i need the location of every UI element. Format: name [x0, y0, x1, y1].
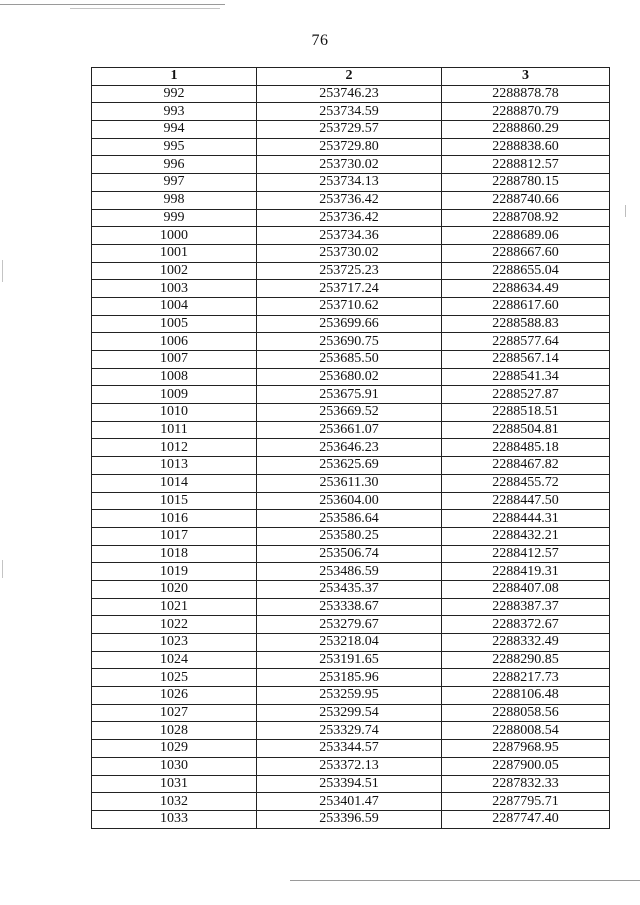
- point-number-cell: 992: [92, 85, 257, 103]
- table-row: [92, 227, 610, 245]
- y-coordinate-cell: 2288444.31: [442, 510, 610, 528]
- table-row: [92, 793, 610, 811]
- table-row: [92, 474, 610, 492]
- table-row: [92, 704, 610, 722]
- y-coordinate-cell: 2288387.37: [442, 598, 610, 616]
- point-number-cell: 1016: [92, 510, 257, 528]
- x-coordinate-cell: 253669.52: [257, 404, 442, 422]
- x-coordinate-cell: 253734.13: [257, 174, 442, 192]
- table-row: [92, 598, 610, 616]
- scan-margin-mark-left: [2, 260, 3, 282]
- y-coordinate-cell: 2287900.05: [442, 757, 610, 775]
- table-row: [92, 563, 610, 581]
- x-coordinate-cell: 253625.69: [257, 457, 442, 475]
- x-coordinate-cell: 253259.95: [257, 687, 442, 705]
- page-number: 76: [311, 32, 329, 49]
- table-row: [92, 174, 610, 192]
- table-header: [92, 68, 610, 86]
- scan-border-line-bottom: [290, 880, 640, 881]
- x-coordinate-cell: 253604.00: [257, 492, 442, 510]
- x-coordinate-cell: 253736.42: [257, 209, 442, 227]
- y-coordinate-cell: 2288812.57: [442, 156, 610, 174]
- y-coordinate-cell: 2288634.49: [442, 280, 610, 298]
- y-coordinate-cell: 2288419.31: [442, 563, 610, 581]
- scan-margin-mark-right: [625, 205, 626, 217]
- x-coordinate-cell: 253725.23: [257, 262, 442, 280]
- point-number-cell: 1028: [92, 722, 257, 740]
- point-number-cell: 1012: [92, 439, 257, 457]
- point-number-cell: 1021: [92, 598, 257, 616]
- point-number-cell: 1008: [92, 368, 257, 386]
- y-coordinate-cell: 2288058.56: [442, 704, 610, 722]
- point-number-cell: 1013: [92, 457, 257, 475]
- point-number-cell: 1005: [92, 315, 257, 333]
- table-row: [92, 421, 610, 439]
- y-coordinate-cell: 2288588.83: [442, 315, 610, 333]
- table-row: [92, 297, 610, 315]
- table-row: [92, 634, 610, 652]
- table-row: [92, 669, 610, 687]
- table-row: [92, 580, 610, 598]
- table-row: [92, 722, 610, 740]
- y-coordinate-cell: 2288541.34: [442, 368, 610, 386]
- y-coordinate-cell: 2288689.06: [442, 227, 610, 245]
- x-coordinate-cell: 253435.37: [257, 580, 442, 598]
- x-coordinate-cell: 253506.74: [257, 545, 442, 563]
- y-coordinate-cell: 2288485.18: [442, 439, 610, 457]
- y-coordinate-cell: 2288447.50: [442, 492, 610, 510]
- point-number-cell: 1017: [92, 527, 257, 545]
- y-coordinate-cell: 2288577.64: [442, 333, 610, 351]
- x-coordinate-cell: 253611.30: [257, 474, 442, 492]
- table-row: [92, 156, 610, 174]
- x-coordinate-cell: 253734.59: [257, 103, 442, 121]
- y-coordinate-cell: 2288878.78: [442, 85, 610, 103]
- column-header-3: 3: [442, 68, 610, 86]
- point-number-cell: 1031: [92, 775, 257, 793]
- x-coordinate-cell: 253396.59: [257, 810, 442, 828]
- point-number-cell: 1015: [92, 492, 257, 510]
- x-coordinate-cell: 253185.96: [257, 669, 442, 687]
- table-row: [92, 545, 610, 563]
- table-row: [92, 810, 610, 828]
- scan-border-line-top-faint: [70, 8, 220, 9]
- y-coordinate-cell: 2288504.81: [442, 421, 610, 439]
- table-row: [92, 103, 610, 121]
- y-coordinate-cell: 2288217.73: [442, 669, 610, 687]
- y-coordinate-cell: 2288412.57: [442, 545, 610, 563]
- x-coordinate-cell: 253338.67: [257, 598, 442, 616]
- table-row: [92, 351, 610, 369]
- point-number-cell: 999: [92, 209, 257, 227]
- point-number-cell: 1018: [92, 545, 257, 563]
- x-coordinate-cell: 253394.51: [257, 775, 442, 793]
- y-coordinate-cell: 2288008.54: [442, 722, 610, 740]
- point-number-cell: 1033: [92, 810, 257, 828]
- y-coordinate-cell: 2288332.49: [442, 634, 610, 652]
- y-coordinate-cell: 2288106.48: [442, 687, 610, 705]
- point-number-cell: 1027: [92, 704, 257, 722]
- y-coordinate-cell: 2288372.67: [442, 616, 610, 634]
- x-coordinate-cell: 253299.54: [257, 704, 442, 722]
- x-coordinate-cell: 253734.36: [257, 227, 442, 245]
- point-number-cell: 1006: [92, 333, 257, 351]
- table-row: [92, 191, 610, 209]
- x-coordinate-cell: 253586.64: [257, 510, 442, 528]
- x-coordinate-cell: 253710.62: [257, 297, 442, 315]
- x-coordinate-cell: 253729.80: [257, 138, 442, 156]
- x-coordinate-cell: 253279.67: [257, 616, 442, 634]
- x-coordinate-cell: 253729.57: [257, 121, 442, 139]
- x-coordinate-cell: 253736.42: [257, 191, 442, 209]
- column-header-1: 1: [92, 68, 257, 86]
- point-number-cell: 1026: [92, 687, 257, 705]
- y-coordinate-cell: 2288838.60: [442, 138, 610, 156]
- table-row: [92, 740, 610, 758]
- x-coordinate-cell: 253717.24: [257, 280, 442, 298]
- table-row: [92, 404, 610, 422]
- point-number-cell: 1004: [92, 297, 257, 315]
- table-row: [92, 209, 610, 227]
- table-row: [92, 687, 610, 705]
- table-row: [92, 121, 610, 139]
- x-coordinate-cell: 253730.02: [257, 244, 442, 262]
- point-number-cell: 1010: [92, 404, 257, 422]
- point-number-cell: 1025: [92, 669, 257, 687]
- table-row: [92, 775, 610, 793]
- x-coordinate-cell: 253646.23: [257, 439, 442, 457]
- y-coordinate-cell: 2288870.79: [442, 103, 610, 121]
- column-header-2: 2: [257, 68, 442, 86]
- x-coordinate-cell: 253372.13: [257, 757, 442, 775]
- point-number-cell: 1003: [92, 280, 257, 298]
- table-row: [92, 262, 610, 280]
- x-coordinate-cell: 253690.75: [257, 333, 442, 351]
- table-row: [92, 757, 610, 775]
- point-number-cell: 997: [92, 174, 257, 192]
- table-row: [92, 439, 610, 457]
- x-coordinate-cell: 253580.25: [257, 527, 442, 545]
- point-number-cell: 1020: [92, 580, 257, 598]
- x-coordinate-cell: 253699.66: [257, 315, 442, 333]
- coordinates-table: [91, 67, 610, 829]
- x-coordinate-cell: 253661.07: [257, 421, 442, 439]
- x-coordinate-cell: 253329.74: [257, 722, 442, 740]
- table-row: [92, 315, 610, 333]
- point-number-cell: 1007: [92, 351, 257, 369]
- point-number-cell: 1023: [92, 634, 257, 652]
- y-coordinate-cell: 2288860.29: [442, 121, 610, 139]
- table-row: [92, 368, 610, 386]
- point-number-cell: 995: [92, 138, 257, 156]
- table-row: [92, 244, 610, 262]
- y-coordinate-cell: 2287968.95: [442, 740, 610, 758]
- y-coordinate-cell: 2288617.60: [442, 297, 610, 315]
- y-coordinate-cell: 2288407.08: [442, 580, 610, 598]
- x-coordinate-cell: 253730.02: [257, 156, 442, 174]
- x-coordinate-cell: 253680.02: [257, 368, 442, 386]
- table-row: [92, 527, 610, 545]
- x-coordinate-cell: 253486.59: [257, 563, 442, 581]
- y-coordinate-cell: 2288740.66: [442, 191, 610, 209]
- x-coordinate-cell: 253675.91: [257, 386, 442, 404]
- x-coordinate-cell: 253685.50: [257, 351, 442, 369]
- x-coordinate-cell: 253401.47: [257, 793, 442, 811]
- table-row: [92, 510, 610, 528]
- point-number-cell: 993: [92, 103, 257, 121]
- point-number-cell: 1032: [92, 793, 257, 811]
- table-row: [92, 386, 610, 404]
- scan-margin-mark-left-lower: [2, 560, 3, 578]
- point-number-cell: 1024: [92, 651, 257, 669]
- table-header-row: [92, 68, 610, 86]
- table-row: [92, 616, 610, 634]
- point-number-cell: 1000: [92, 227, 257, 245]
- point-number-cell: 1019: [92, 563, 257, 581]
- x-coordinate-cell: 253218.04: [257, 634, 442, 652]
- y-coordinate-cell: 2288290.85: [442, 651, 610, 669]
- table-body: [92, 85, 610, 828]
- y-coordinate-cell: 2288527.87: [442, 386, 610, 404]
- scan-border-line-top: [0, 4, 225, 5]
- y-coordinate-cell: 2288667.60: [442, 244, 610, 262]
- point-number-cell: 1009: [92, 386, 257, 404]
- point-number-cell: 1011: [92, 421, 257, 439]
- y-coordinate-cell: 2288455.72: [442, 474, 610, 492]
- point-number-cell: 998: [92, 191, 257, 209]
- point-number-cell: 1014: [92, 474, 257, 492]
- x-coordinate-cell: 253746.23: [257, 85, 442, 103]
- y-coordinate-cell: 2288708.92: [442, 209, 610, 227]
- y-coordinate-cell: 2287795.71: [442, 793, 610, 811]
- y-coordinate-cell: 2288518.51: [442, 404, 610, 422]
- point-number-cell: 1030: [92, 757, 257, 775]
- x-coordinate-cell: 253344.57: [257, 740, 442, 758]
- point-number-cell: 994: [92, 121, 257, 139]
- point-number-cell: 1001: [92, 244, 257, 262]
- table-row: [92, 85, 610, 103]
- point-number-cell: 1002: [92, 262, 257, 280]
- table-row: [92, 333, 610, 351]
- y-coordinate-cell: 2288567.14: [442, 351, 610, 369]
- table-row: [92, 138, 610, 156]
- table-row: [92, 280, 610, 298]
- x-coordinate-cell: 253191.65: [257, 651, 442, 669]
- y-coordinate-cell: 2287832.33: [442, 775, 610, 793]
- y-coordinate-cell: 2287747.40: [442, 810, 610, 828]
- y-coordinate-cell: 2288655.04: [442, 262, 610, 280]
- table-row: [92, 457, 610, 475]
- y-coordinate-cell: 2288467.82: [442, 457, 610, 475]
- y-coordinate-cell: 2288432.21: [442, 527, 610, 545]
- table-row: [92, 651, 610, 669]
- table-row: [92, 492, 610, 510]
- point-number-cell: 1022: [92, 616, 257, 634]
- point-number-cell: 996: [92, 156, 257, 174]
- point-number-cell: 1029: [92, 740, 257, 758]
- y-coordinate-cell: 2288780.15: [442, 174, 610, 192]
